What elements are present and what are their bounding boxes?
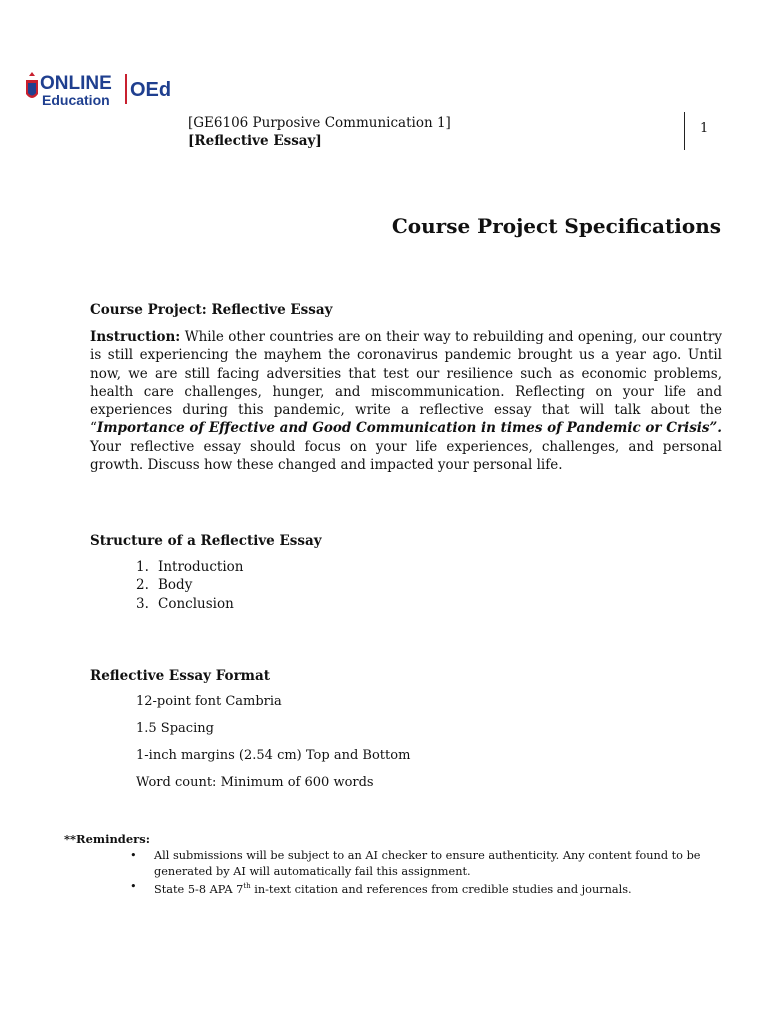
instruction-emphasis: Importance of Effective and Good Communication in times of Pandemic or Crisis”. [96, 420, 722, 437]
bullet-icon: • [130, 880, 137, 893]
reminder-text-a: State 5-8 APA 7 [154, 882, 244, 896]
instruction-label: Instruction: [90, 329, 181, 345]
list-item [130, 879, 722, 897]
instruction-text-2: Your reflective essay should focus on your life experiences, challenges, and personal growth. Discuss how these changed and impacted your personal life. [90, 438, 722, 474]
reminder-superscript: th [243, 882, 251, 890]
reminders-list [130, 848, 722, 897]
list-item [136, 558, 244, 576]
list-label: Introduction [158, 559, 244, 575]
logo-text-oed: OEd [130, 79, 172, 101]
online-education-logo [24, 70, 174, 110]
bullet-icon: • [130, 849, 137, 862]
shield-crest-icon [26, 72, 38, 98]
header-divider [684, 112, 685, 150]
format-item: 1-inch margins (2.54 cm) Top and Bottom [136, 748, 411, 763]
reminder-text-b: in-text citation and references from credible studies and journals. [250, 882, 632, 896]
list-item [136, 576, 244, 594]
structure-list [136, 558, 244, 613]
reminders-heading: **Reminders: [64, 832, 150, 846]
structure-heading: Structure of a Reflective Essay [90, 533, 322, 549]
format-heading: Reflective Essay Format [90, 668, 270, 684]
list-item [136, 595, 244, 613]
page-number: 1 [700, 121, 709, 136]
list-number: 1. [136, 559, 149, 575]
list-label: Conclusion [158, 595, 234, 612]
list-number: 3. [136, 595, 149, 612]
document-title: Course Project Specifications [391, 214, 721, 238]
list-number: 2. [136, 577, 149, 594]
format-item: 1.5 Spacing [136, 721, 214, 736]
instruction-paragraph [90, 328, 722, 474]
logo-divider [125, 74, 127, 104]
list-label: Body [158, 577, 193, 594]
reminder-text: All submissions will be subject to an AI checker to ensure authenticity. Any content found to be generated by AI will automatically fail this assignment. [154, 849, 701, 878]
list-item [130, 848, 722, 879]
format-item: 12-point font Cambria [136, 694, 282, 709]
project-heading: Course Project: Reflective Essay [90, 302, 333, 318]
format-item: Word count: Minimum of 600 words [136, 775, 374, 790]
header-title: [Reflective Essay] [188, 133, 322, 149]
header-course: [GE6106 Purposive Communication 1] [188, 115, 451, 131]
instruction-text-1: While other countries are on their way to rebuilding and opening, our country is still experiencing the mayhem the coronavirus pandemic brought us a year ago. Until now, we are still facing adversities that test our resilience such as economic problems, health care challenges, hunger, and miscommunication. Reflecting on your life and experiences during this pandemic, write a reflective essay that will talk about the “ [90, 329, 722, 437]
logo-text-online: ONLINE [40, 73, 112, 94]
logo-text-education: Education [42, 92, 110, 108]
